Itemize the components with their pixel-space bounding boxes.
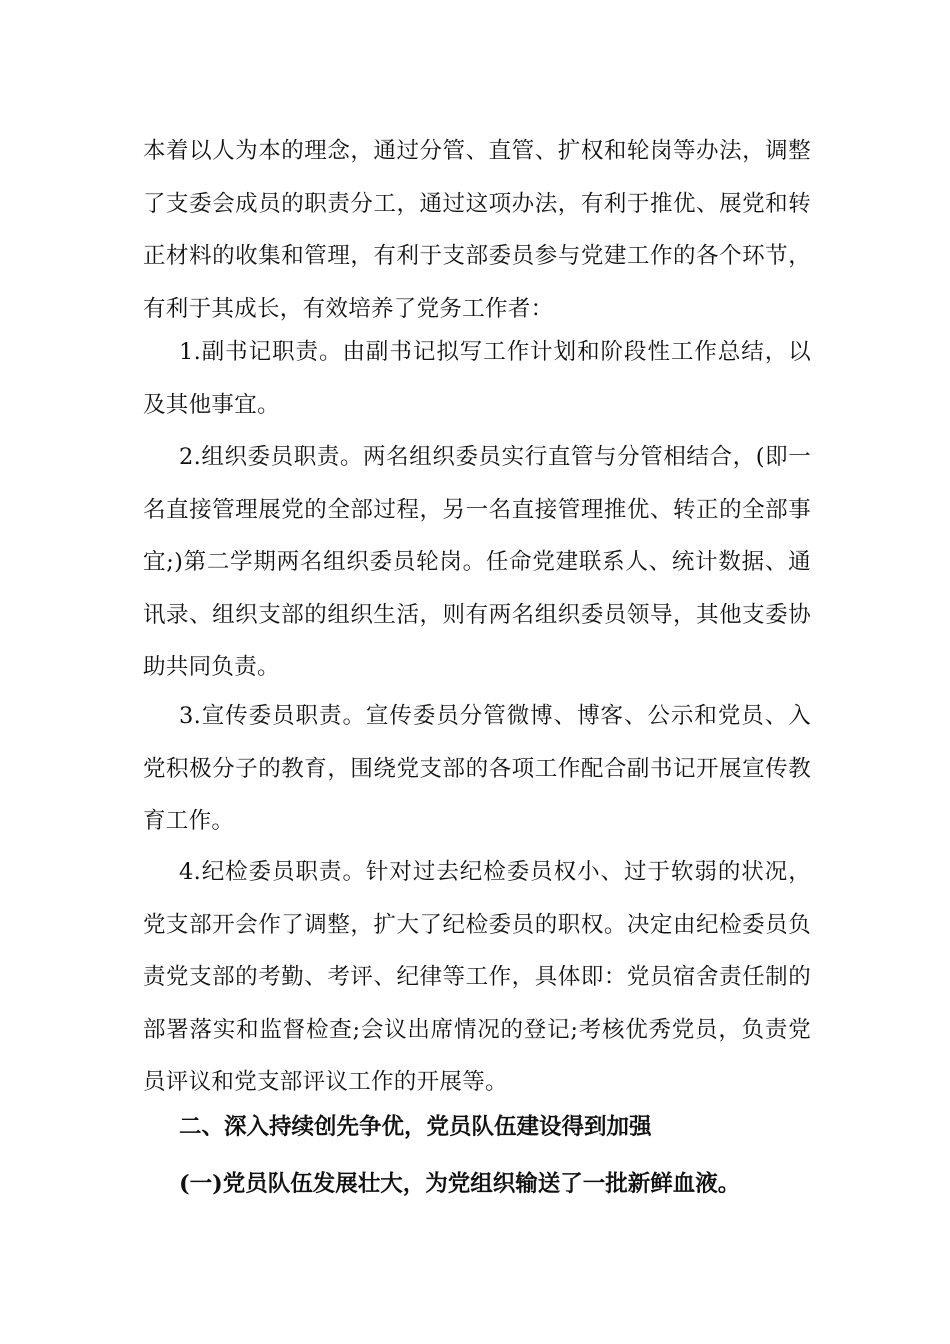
subsection-heading: (一)党员队伍发展壮大，为党组织输送了一批新鲜血液。: [179, 1171, 741, 1197]
paragraph-deputy-secretary: 1.副书记职责。由副书记拟写工作计划和阶段性工作总结，以及其他事宜。: [143, 339, 811, 418]
paragraph-publicity-committee: 3.宣传委员职责。宣传委员分管微博、博客、公示和党员、入党积极分子的教育，围绕党支部的各项工作配合副书记开展宣传教育工作。: [143, 703, 811, 834]
paragraph-intro: 本着以人为本的理念，通过分管、直管、扩权和轮岗等办法，调整了支委会成员的职责分工，通过这项办法，有利于推优、展党和转正材料的收集和管理，有利于支部委员参与党建工作的各个环节，有利于其成长，有效培养了党务工作者：: [143, 138, 811, 322]
paragraph-organization-committee: 2.组织委员职责。两名组织委员实行直管与分管相结合，(即一名直接管理展党的全部过程，另一名直接管理推优、转正的全部事宜;)第二学期两名组织委员轮岗。任命党建联系人、统计数据、通讯录、组织支部的组织生活，则有两名组织委员领导，其他支委协助共同负责。: [143, 444, 811, 680]
section-heading: 二、深入持续创先争优，党员队伍建设得到加强: [179, 1114, 652, 1140]
paragraph-discipline-committee: 4.纪检委员职责。针对过去纪检委员权小、过于软弱的状况，党支部开会作了调整，扩大了纪检委员的职权。决定由纪检委员负责党支部的考勤、考评、纪律等工作，具体即：党员宿舍责任制的部署落实和监督检查;会议出席情况的登记;考核优秀党员，负责党员评议和党支部评议工作的开展等。: [143, 859, 811, 1095]
